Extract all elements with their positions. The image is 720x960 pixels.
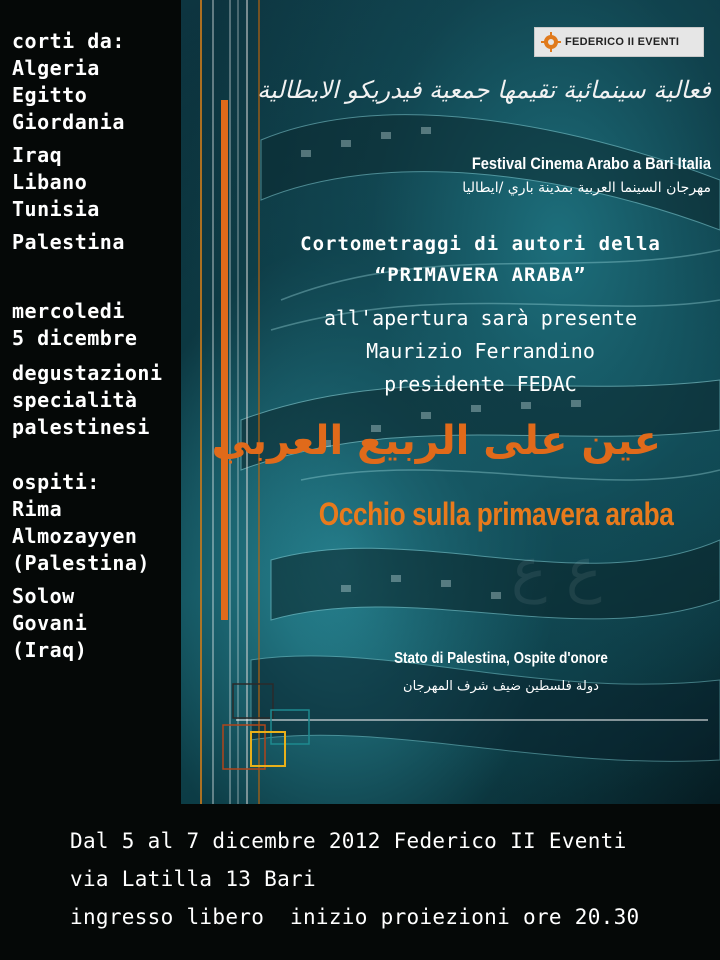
spacer bbox=[12, 256, 182, 298]
date-label: 5 dicembre bbox=[12, 326, 138, 350]
festival-title: Festival Cinema Arabo a Bari Italia bbox=[471, 154, 711, 173]
country-algeria: Algeria bbox=[12, 56, 100, 80]
event-entry-info: ingresso libero inizio proiezioni ore 20.30 bbox=[70, 905, 640, 929]
gear-icon bbox=[541, 32, 561, 52]
guest-name: Govani bbox=[12, 611, 88, 635]
event-title-arabic: عين على الربيع العربي bbox=[211, 418, 661, 464]
guest-president-name: Maurizio Ferrandino bbox=[366, 339, 595, 363]
festival-poster bbox=[181, 0, 720, 804]
guest-name: Solow bbox=[12, 584, 75, 608]
tasting-label: specialità bbox=[12, 388, 138, 412]
guest-name: Almozayyen bbox=[12, 524, 138, 548]
spacer bbox=[12, 441, 182, 469]
guests-heading: ospiti: bbox=[12, 470, 100, 494]
guest-name: Rima bbox=[12, 497, 63, 521]
country-iraq: Iraq bbox=[12, 143, 63, 167]
left-info-column bbox=[12, 28, 182, 664]
event-details bbox=[70, 822, 710, 936]
guest-of-honor: Stato di Palestina, Ospite d'onore bbox=[394, 650, 608, 667]
guest-president-title: presidente FEDAC bbox=[384, 372, 577, 396]
federico-logo bbox=[534, 27, 704, 57]
country-egitto: Egitto bbox=[12, 83, 88, 107]
event-dates: Dal 5 al 7 dicembre 2012 Federico II Eventi bbox=[70, 829, 627, 853]
info-line: corti da: bbox=[12, 29, 125, 53]
event-address: via Latilla 13 Bari bbox=[70, 867, 316, 891]
event-title: Occhio sulla primavera araba bbox=[318, 496, 674, 532]
country-palestina: Palestina bbox=[12, 230, 125, 254]
logo-text: FEDERICO II EVENTI bbox=[565, 36, 680, 48]
country-giordania: Giordania bbox=[12, 110, 125, 134]
country-libano: Libano bbox=[12, 170, 88, 194]
guest-country: (Palestina) bbox=[12, 551, 150, 575]
guest-country: (Iraq) bbox=[12, 638, 88, 662]
tasting-label: palestinesi bbox=[12, 415, 150, 439]
shorts-theme: “PRIMAVERA ARABA” bbox=[374, 264, 587, 286]
country-tunisia: Tunisia bbox=[12, 197, 100, 221]
guest-of-honor-arabic: دولة فلسطين ضيف شرف المهرجان bbox=[403, 679, 599, 694]
day-label: mercoledi bbox=[12, 299, 125, 323]
festival-title-arabic: مهرجان السينما العربية بمدينة باري /ايطاليا bbox=[462, 180, 711, 196]
tasting-label: degustazioni bbox=[12, 361, 163, 385]
svg-text:ع ع: ع ع bbox=[511, 535, 602, 605]
shorts-description: Cortometraggi di autori della bbox=[300, 233, 661, 255]
opening-note: all'apertura sarà presente bbox=[323, 306, 638, 330]
arabic-heading: فعالية سينمائية تقيمها جمعية فيدريكو الايطالية bbox=[257, 76, 711, 104]
